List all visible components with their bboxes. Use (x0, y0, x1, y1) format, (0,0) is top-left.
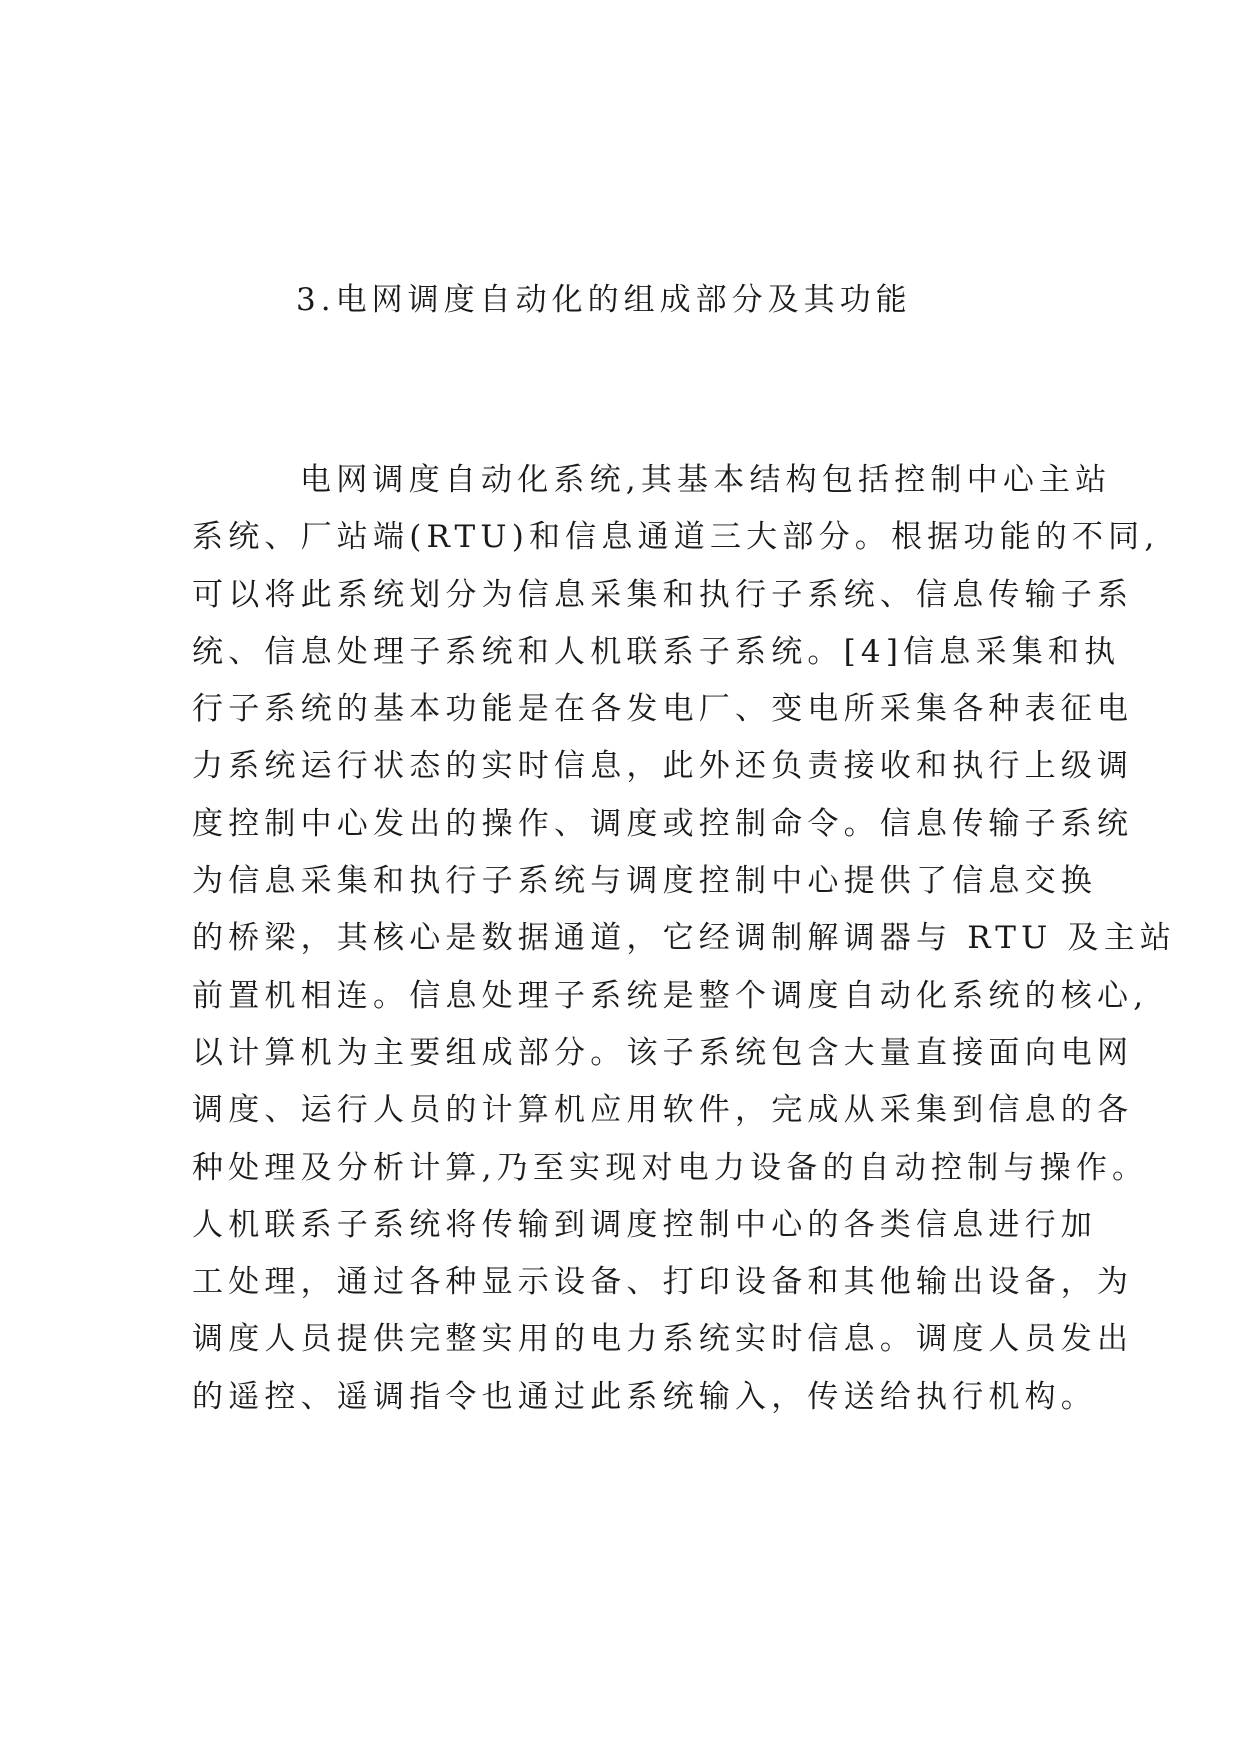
paragraph-line: 统、信息处理子系统和人机联系子系统。[4]信息采集和执 (192, 633, 1121, 670)
paragraph-line: 度控制中心发出的操作、调度或控制命令。信息传输子系统 (192, 805, 1134, 842)
paragraph-line: 的桥梁，其核心是数据通道，它经调制解调器与 RTU 及主站 (192, 920, 1177, 957)
paragraph-line: 调度、运行人员的计算机应用软件，完成从采集到信息的各 (192, 1092, 1134, 1129)
paragraph-line: 可以将此系统划分为信息采集和执行子系统、信息传输子系 (192, 576, 1134, 613)
paragraph-line: 行子系统的基本功能是在各发电厂、变电所采集各种表征电 (192, 691, 1134, 728)
paragraph-line: 人机联系子系统将传输到调度控制中心的各类信息进行加 (192, 1206, 1097, 1243)
paragraph-line: 系统、厂站端(RTU)和信息通道三大部分。根据功能的不同, (192, 519, 1160, 556)
paragraph-line: 前置机相连。信息处理子系统是整个调度自动化系统的核心, (192, 977, 1149, 1014)
paragraph-line: 以计算机为主要组成部分。该子系统包含大量直接面向电网 (192, 1034, 1134, 1071)
paragraph-line: 的遥控、遥调指令也通过此系统输入，传送给执行机构。 (192, 1378, 1097, 1415)
paragraph-line: 种处理及分析计算,乃至实现对电力设备的自动控制与操作。 (192, 1149, 1149, 1186)
paragraph-line: 力系统运行状态的实时信息，此外还负责接收和执行上级调 (192, 748, 1134, 785)
paragraph-line: 调度人员提供完整实用的电力系统实时信息。调度人员发出 (192, 1321, 1134, 1358)
paragraph-line: 电网调度自动化系统,其基本结构包括控制中心主站 (300, 462, 1112, 498)
paragraph-line: 工处理，通过各种显示设备、打印设备和其他输出设备，为 (192, 1264, 1134, 1301)
paragraph-line: 为信息采集和执行子系统与调度控制中心提供了信息交换 (192, 863, 1097, 900)
body-paragraph (192, 452, 1176, 1426)
section-heading: 3.电网调度自动化的组成部分及其功能 (296, 282, 912, 318)
